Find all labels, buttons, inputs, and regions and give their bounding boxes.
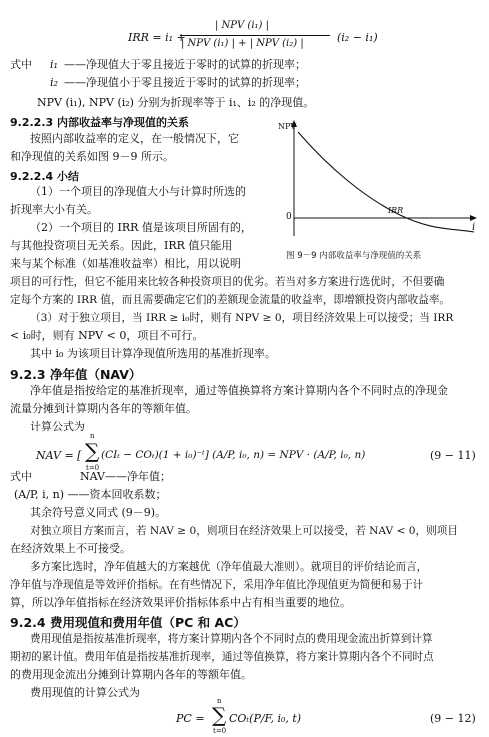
npv-curve xyxy=(298,132,474,232)
irr-point-label: IRR xyxy=(388,206,404,215)
nav-rule-line-1: 对独立项目方案而言，若 NAV ≥ 0，则项目在经济效果上可以接受，若 NAV < 0，则项目 xyxy=(30,525,458,537)
equation-number-9-11: (9 − 11) xyxy=(430,449,476,462)
pc-para-line-3: 的费用现金流出分摊到计算期内各年的等额年值。 xyxy=(10,668,252,681)
summary-2-line-4: 项目的可行性，但它不能用来比较各种投资项目的优劣。若当对多方案进行选优时，不但要确 xyxy=(10,276,445,288)
figure-caption: 图 9－9 内部收益率与净现值的关系 xyxy=(286,251,422,261)
nav-symbol-definition: NAV——净年值； xyxy=(80,470,171,483)
summary-2-line-2: 与其他投资项目无关系。因此，IRR 值只能用 xyxy=(10,239,233,252)
nav-formula-body: (CIₜ − COₜ)(1 + i₀)⁻ᵗ] (A/P, i₀, n) = NPV · (A/P, i₀, n) xyxy=(101,449,366,461)
nav-para-line-1: 净年值是指按给定的基准折现率，通过等值换算将方案计算期内各个不同时点的净现金 xyxy=(30,384,448,397)
irr-formula-numerator: | NPV (i₁) | xyxy=(215,20,269,31)
summary-1-line-2: 折现率大小有关。 xyxy=(10,203,98,216)
nav-compare-line-1: 多方案比选时，净年值越大的方案越优（净年值最大准则）。就项目的评价结论而言， xyxy=(30,561,428,573)
i2-description: ——净现值小于零且接近于零时的试算的折现率； xyxy=(64,76,306,89)
ap-factor-definition: (A/P, i, n) ——资本回收系数； xyxy=(14,488,167,501)
nav-sum-lower: t=0 xyxy=(86,464,100,472)
summary-2-line-3: 来与某个标准（如基准收益率）相比，用以说明 xyxy=(10,257,241,270)
where-label-2: 式中 xyxy=(10,470,32,483)
nav-summation-sign: ∑ xyxy=(85,439,100,463)
pc-sum-upper: n xyxy=(217,697,222,705)
i1-symbol: i₁ xyxy=(50,58,58,71)
npv-axis-label: NPV xyxy=(278,122,297,131)
section-9-2-4-title: 9.2.4 费用现值和费用年值（PC 和 AC） xyxy=(10,615,246,630)
npv-definition-line: NPV (i₁), NPV (i₂) 分别为折现率等于 i₁、i₂ 的净现值。 xyxy=(37,96,315,109)
equation-number-9-12: (9 − 12) xyxy=(430,712,476,725)
summary-2-line-1: （2）一个项目的 IRR 值是该项目所固有的， xyxy=(30,221,252,234)
npv-irr-curve-figure xyxy=(276,118,481,268)
i1-description: ——净现值大于零且接近于零时的试算的折现率； xyxy=(64,58,306,71)
section-9-2-3-title: 9.2.3 净年值（NAV） xyxy=(10,367,142,382)
pc-sum-lower: t=0 xyxy=(213,727,227,735)
nav-sum-upper: n xyxy=(90,432,95,440)
nav-para-line-2: 流量分摊到计算期内各年的等额年值。 xyxy=(10,402,197,415)
pc-formula-body: COₜ(P/F, i₀, t) xyxy=(229,712,302,725)
pc-formula-lhs: PC = xyxy=(176,712,205,725)
pc-para-line-1: 费用现值是指按基准折现率，将方案计算期内各个不同时点的费用现金流出折算到计算 xyxy=(30,633,433,645)
nav-compare-line-2: 净年值与净现值是等效评价指标。在有些情况下，采用净年值比净现值更为简便和易于计 xyxy=(10,579,424,591)
pc-formula-intro: 费用现值的计算公式为 xyxy=(30,686,140,699)
irr-formula-denominator: | NPV (i₁) | + | NPV (i₂) | xyxy=(181,38,304,49)
summary-4-line: 其中 i₀ 为该项目计算净现值所选用的基准折现率。 xyxy=(30,347,276,360)
summary-2-line-5: 定每个方案的 IRR 值，而且需要确定它们的差额现金流量的收益率，即增额投资内部收益率。 xyxy=(10,294,451,306)
summary-1-line-1: （1）一个项目的净现值大小与计算时所选的 xyxy=(30,185,246,198)
pc-para-line-2: 期初的累计值。费用年值是指按基准折现率，通过等值换算，将方案计算期内各个不同时点 xyxy=(10,651,434,663)
other-symbols-note: 其余符号意义同式 (9－9)。 xyxy=(30,506,167,519)
irr-formula-lhs: IRR = i₁ + xyxy=(128,31,186,44)
section-9-2-2-4-title: 9.2.2.4 小结 xyxy=(10,170,79,183)
pc-summation-sign: ∑ xyxy=(212,703,227,727)
relation-para-line-1: 按照内部收益率的定义，在一般情况下，它 xyxy=(30,132,239,145)
summary-3-line-2: < i₀时，则有 NPV < 0，项目不可行。 xyxy=(10,329,204,342)
figure-9-9 xyxy=(276,118,481,268)
irr-formula-tail: (i₂ − i₁) xyxy=(337,31,378,44)
i2-symbol: i₂ xyxy=(50,76,58,89)
summary-3-line-1: （3）对于独立项目，当 IRR ≥ i₀时，则有 NPV ≥ 0，项目经济效果上可以接受；当 IRR xyxy=(30,312,454,324)
relation-para-line-2: 和净现值的关系如图 9－9 所示。 xyxy=(10,150,174,163)
origin-label: 0 xyxy=(286,212,292,222)
nav-formula-lhs: NAV = [ xyxy=(36,449,82,462)
rate-axis-label: i xyxy=(472,222,476,233)
where-label-1: 式中 xyxy=(10,58,32,71)
nav-compare-line-3: 算，所以净年值指标在经济效果评价指标体系中占有相当重要的地位。 xyxy=(10,596,351,609)
rate-axis-arrow xyxy=(470,215,477,221)
nav-formula-intro: 计算公式为 xyxy=(30,420,85,433)
section-9-2-2-3-title: 9.2.2.3 内部收益率与净现值的关系 xyxy=(10,116,189,129)
nav-rule-line-2: 在经济效果上不可接受。 xyxy=(10,542,131,555)
irr-fraction-bar xyxy=(180,35,330,36)
